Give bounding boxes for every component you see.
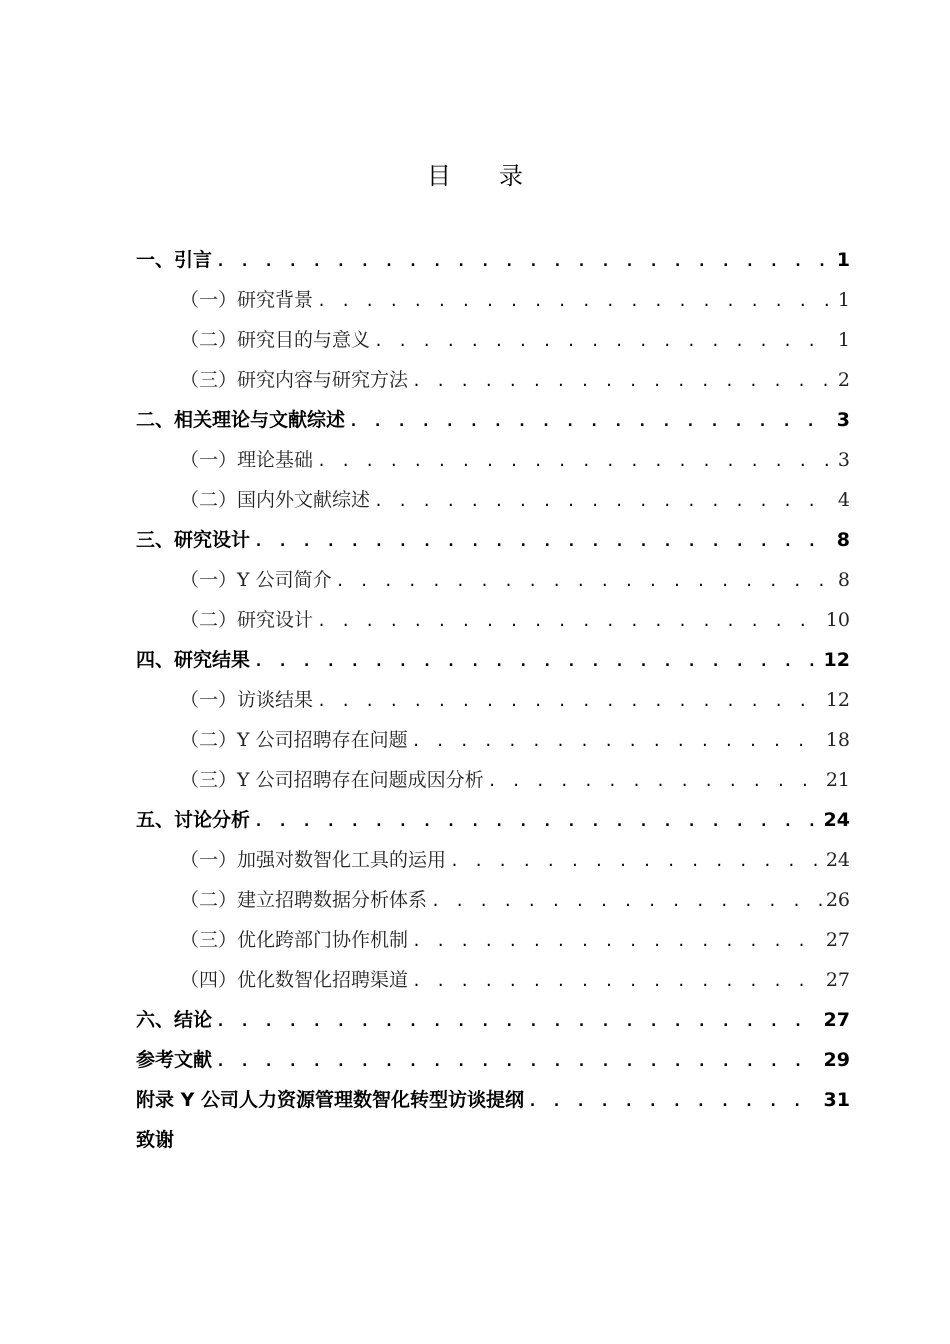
toc-entry-page-number: 27 [823, 1009, 850, 1031]
toc-dot-leader [254, 801, 820, 840]
toc-entry-label: （一）加强对数智化工具的运用 [180, 849, 447, 871]
toc-entry-page-number: 12 [825, 689, 850, 711]
toc-entry-label: 一、引言 [136, 249, 213, 271]
toc-entry-label: （二）国内外文献综述 [180, 489, 371, 511]
toc-entry-section[interactable] [136, 840, 850, 880]
toc-entry-label: 五、讨论分析 [136, 809, 251, 831]
toc-dot-leader [488, 761, 822, 800]
toc-entry-label: 二、相关理论与文献综述 [136, 409, 346, 431]
toc-dot-leader [317, 601, 822, 640]
toc-entry-page-number: 31 [823, 1089, 850, 1111]
toc-entry-page-number: 1 [837, 329, 850, 351]
toc-entry-section[interactable] [136, 360, 850, 400]
toc-dot-leader [412, 361, 832, 400]
toc-dot-leader [216, 1041, 820, 1080]
toc-entry-chapter[interactable] [136, 800, 850, 840]
toc-entry-label: 参考文献 [136, 1049, 213, 1071]
toc-entry-chapter[interactable] [136, 520, 850, 560]
toc-dot-leader [317, 281, 832, 320]
toc-entry-label: 六、结论 [136, 1009, 213, 1031]
toc-entry-page-number: 24 [823, 809, 850, 831]
toc-entry-page-number: 26 [825, 889, 850, 911]
toc-entry-label: （一）理论基础 [180, 449, 314, 471]
toc-dot-leader [412, 961, 822, 1000]
toc-entry-section[interactable] [136, 280, 850, 320]
toc-entry-chapter[interactable] [136, 400, 850, 440]
toc-dot-leader [216, 1001, 820, 1040]
toc-entry-page-number: 4 [837, 489, 850, 511]
toc-entry-label: （四）优化数智化招聘渠道 [180, 969, 409, 991]
toc-entry-page-number: 3 [836, 409, 850, 431]
toc-entry-label: （一）研究背景 [180, 289, 314, 311]
toc-entry-page-number: 10 [825, 609, 850, 631]
toc-entry-label: 三、研究设计 [136, 529, 251, 551]
toc-entry-label: （二）研究设计 [180, 609, 314, 631]
toc-entry-label: （一）Y 公司简介 [180, 569, 332, 591]
toc-title-char-1: 目 [427, 162, 451, 190]
toc-entry-label: （二）建立招聘数据分析体系 [180, 889, 428, 911]
toc-entry-chapter[interactable] [136, 1080, 850, 1120]
toc-entry-section[interactable] [136, 440, 850, 480]
toc-entry-page-number: 1 [836, 249, 850, 271]
toc-dot-leader [349, 401, 832, 440]
toc-dot-leader [374, 481, 832, 520]
toc-dot-leader [317, 681, 822, 720]
toc-entry-label: （三）优化跨部门协作机制 [180, 929, 409, 951]
toc-entry-chapter[interactable] [136, 1040, 850, 1080]
toc-entry-section[interactable] [136, 320, 850, 360]
toc-dot-leader [412, 721, 822, 760]
toc-entry-chapter[interactable] [136, 240, 850, 280]
toc-dot-leader [216, 241, 832, 280]
toc-entry-section[interactable] [136, 880, 850, 920]
toc-entry-label: （二）Y 公司招聘存在问题 [180, 729, 408, 751]
toc-entry-page-number: 29 [823, 1049, 850, 1071]
toc-entry-section[interactable] [136, 680, 850, 720]
toc-entry-label: 附录 Y 公司人力资源管理数智化转型访谈提纲 [136, 1089, 524, 1111]
toc-entry-page-number: 1 [837, 289, 850, 311]
toc-entry-page-number: 12 [823, 649, 850, 671]
table-of-contents [136, 240, 850, 1160]
toc-entry-page-number: 27 [825, 969, 850, 991]
toc-dot-leader [336, 561, 832, 600]
toc-dot-leader [254, 521, 832, 560]
toc-dot-leader [528, 1081, 820, 1120]
toc-entry-chapter[interactable] [136, 1000, 850, 1040]
toc-entry-page-number: 27 [825, 929, 850, 951]
toc-entry-section[interactable] [136, 720, 850, 760]
toc-title-char-2: 录 [499, 162, 523, 190]
toc-dot-leader [317, 441, 832, 480]
toc-entry-section[interactable] [136, 480, 850, 520]
toc-entry-label: （三）研究内容与研究方法 [180, 369, 409, 391]
toc-entry-page-number: 21 [825, 769, 850, 791]
toc-entry-label: （二）研究目的与意义 [180, 329, 371, 351]
toc-entry-label: 致谢 [136, 1129, 175, 1151]
toc-entry-section[interactable] [136, 960, 850, 1000]
toc-dot-leader [450, 841, 822, 880]
toc-entry-page-number: 18 [825, 729, 850, 751]
toc-entry-section[interactable] [136, 760, 850, 800]
toc-entry-chapter[interactable] [136, 1120, 850, 1160]
toc-entry-page-number: 8 [837, 569, 850, 591]
toc-entry-page-number: 2 [837, 369, 850, 391]
toc-title [0, 158, 950, 194]
toc-entry-page-number: 8 [836, 529, 850, 551]
toc-dot-leader [431, 881, 822, 920]
toc-entry-page-number: 24 [825, 849, 850, 871]
toc-entry-section[interactable] [136, 560, 850, 600]
toc-dot-leader [412, 921, 822, 960]
toc-dot-leader [374, 321, 832, 360]
toc-entry-label: （一）访谈结果 [180, 689, 314, 711]
toc-entry-label: （三）Y 公司招聘存在问题成因分析 [180, 769, 484, 791]
toc-entry-chapter[interactable] [136, 640, 850, 680]
toc-dot-leader [254, 641, 820, 680]
toc-entry-section[interactable] [136, 920, 850, 960]
toc-entry-label: 四、研究结果 [136, 649, 251, 671]
toc-entry-page-number: 3 [837, 449, 850, 471]
toc-entry-section[interactable] [136, 600, 850, 640]
